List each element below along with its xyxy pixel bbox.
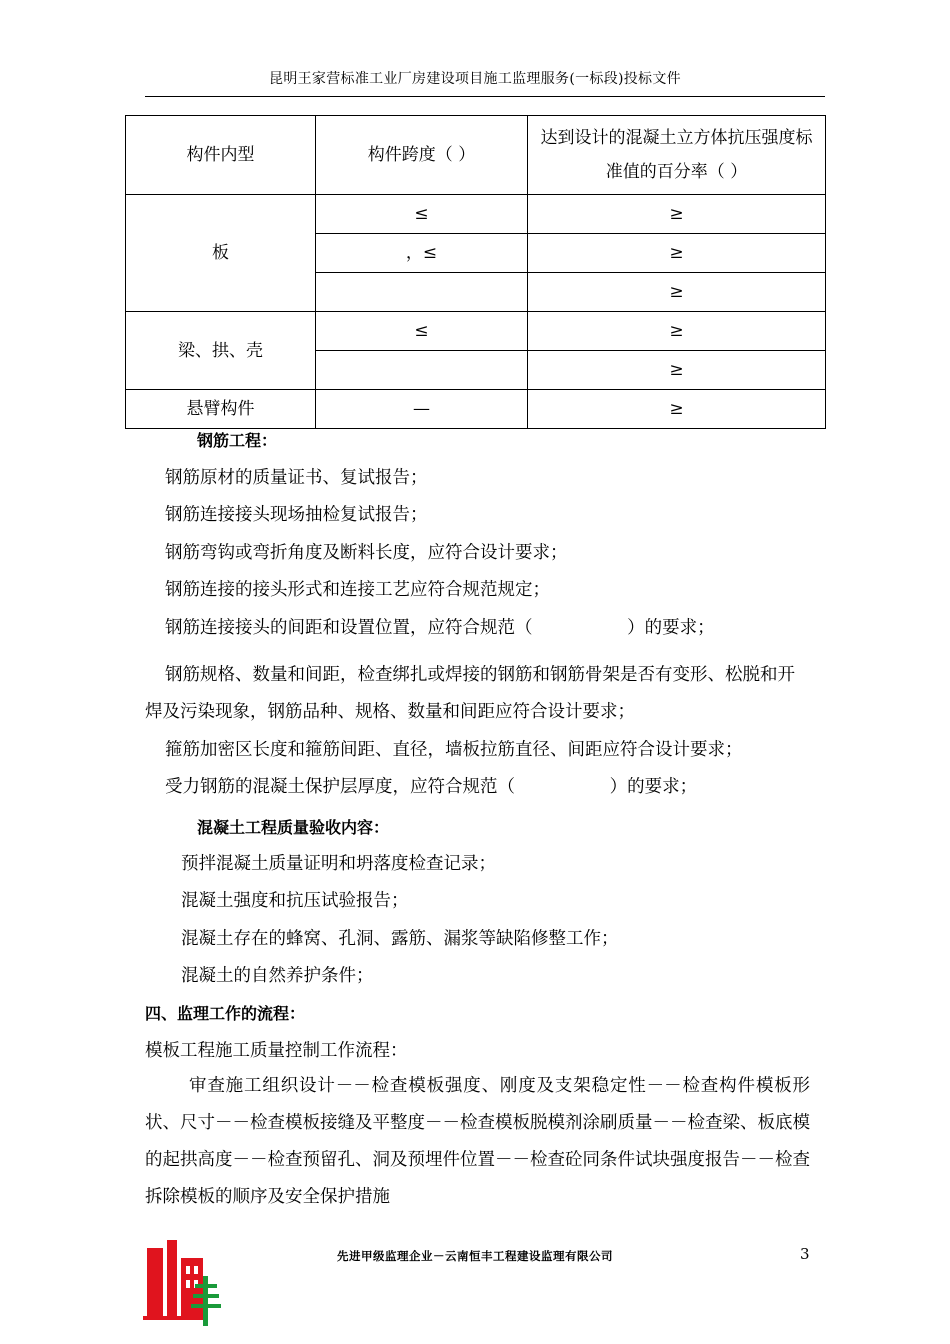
span-cell: ≤ <box>316 195 528 234</box>
percent-cell: ≥ <box>528 195 826 234</box>
header-cell-span: 构件跨度（ ） <box>316 116 528 195</box>
rebar-long-item: 钢筋规格、数量和间距，检查绑扎或焊接的钢筋和钢筋骨架是否有变形、松脱和开焊及污染现象，钢筋品种、规格、数量和间距应符合设计要求； <box>145 665 795 722</box>
footer-company: 先进甲级监理企业－云南恒丰工程建设监理有限公司 <box>337 1249 613 1263</box>
formwork-subtitle: 模板工程施工质量控制工作流程： <box>145 1041 408 1061</box>
group-label-slab: 板 <box>126 195 316 312</box>
concrete-section-title: 混凝土工程质量验收内容： <box>197 818 390 837</box>
rebar-item: 钢筋原材的质量证书、复试报告； <box>165 468 428 488</box>
header-cell-type: 构件内型 <box>126 116 316 195</box>
percent-cell: ≥ <box>528 273 826 312</box>
page-header: 昆明王家营标准工业厂房建设项目施工监理服务(一标段)投标文件 <box>269 71 681 87</box>
rebar-item: 箍筋加密区长度和箍筋间距、直径，墙板拉筋直径、间距应符合设计要求； <box>165 740 743 760</box>
table-row <box>126 312 826 351</box>
span-cell <box>316 351 528 390</box>
percent-cell: ≥ <box>528 312 826 351</box>
span-cell: ≤ <box>316 312 528 351</box>
concrete-item: 预拌混凝土质量证明和坍落度检查记录； <box>181 854 496 874</box>
rebar-item: 受力钢筋的混凝土保护层厚度，应符合规范（ ）的要求； <box>165 777 698 797</box>
rebar-item: 钢筋连接接头的间距和设置位置，应符合规范（ ）的要求； <box>165 618 715 638</box>
rebar-item: 钢筋弯钩或弯折角度及断料长度，应符合设计要求； <box>165 543 568 563</box>
section-four-title: 四、监理工作的流程： <box>145 1004 306 1023</box>
rebar-item: 钢筋连接接头现场抽检复试报告； <box>165 505 428 525</box>
header-cell-percent: 达到设计的混凝土立方体抗压强度标准值的百分率（ ） <box>528 116 826 195</box>
rebar-item: 钢筋连接的接头形式和连接工艺应符合规范规定； <box>165 580 550 600</box>
span-cell <box>316 273 528 312</box>
group-label-beam: 梁、拱、壳 <box>126 312 316 390</box>
table-row <box>126 195 826 234</box>
page-number: 3 <box>800 1245 810 1263</box>
concrete-item: 混凝土的自然养护条件； <box>181 966 374 986</box>
percent-cell: ≥ <box>528 234 826 273</box>
header-rule <box>145 96 825 97</box>
span-cell: — <box>316 390 528 429</box>
curing-strength-table <box>125 115 826 429</box>
concrete-item: 混凝土强度和抗压试验报告； <box>181 891 409 911</box>
concrete-item: 混凝土存在的蜂窝、孔洞、露筋、漏浆等缺陷修整工作； <box>181 929 619 949</box>
span-cell: ，≤ <box>316 234 528 273</box>
percent-cell: ≥ <box>528 390 826 429</box>
group-label-cantilever: 悬臂构件 <box>126 390 316 429</box>
table-row <box>126 390 826 429</box>
formwork-flow-paragraph: 审查施工组织设计－－检查模板强度、刚度及支架稳定性－－检查构件模板形状、尺寸－－检查模板接缝及平整度－－检查模板脱模剂涂刷质量－－检查梁、板底模的起拱高度－－检查预留孔、洞及预埋件位置－－检查砼同条件试块强度报告－－检查拆除模板的顺序及安全保护措施 <box>145 1076 810 1207</box>
rebar-section-title: 钢筋工程： <box>197 431 278 450</box>
table-header-row <box>126 116 826 195</box>
percent-cell: ≥ <box>528 351 826 390</box>
